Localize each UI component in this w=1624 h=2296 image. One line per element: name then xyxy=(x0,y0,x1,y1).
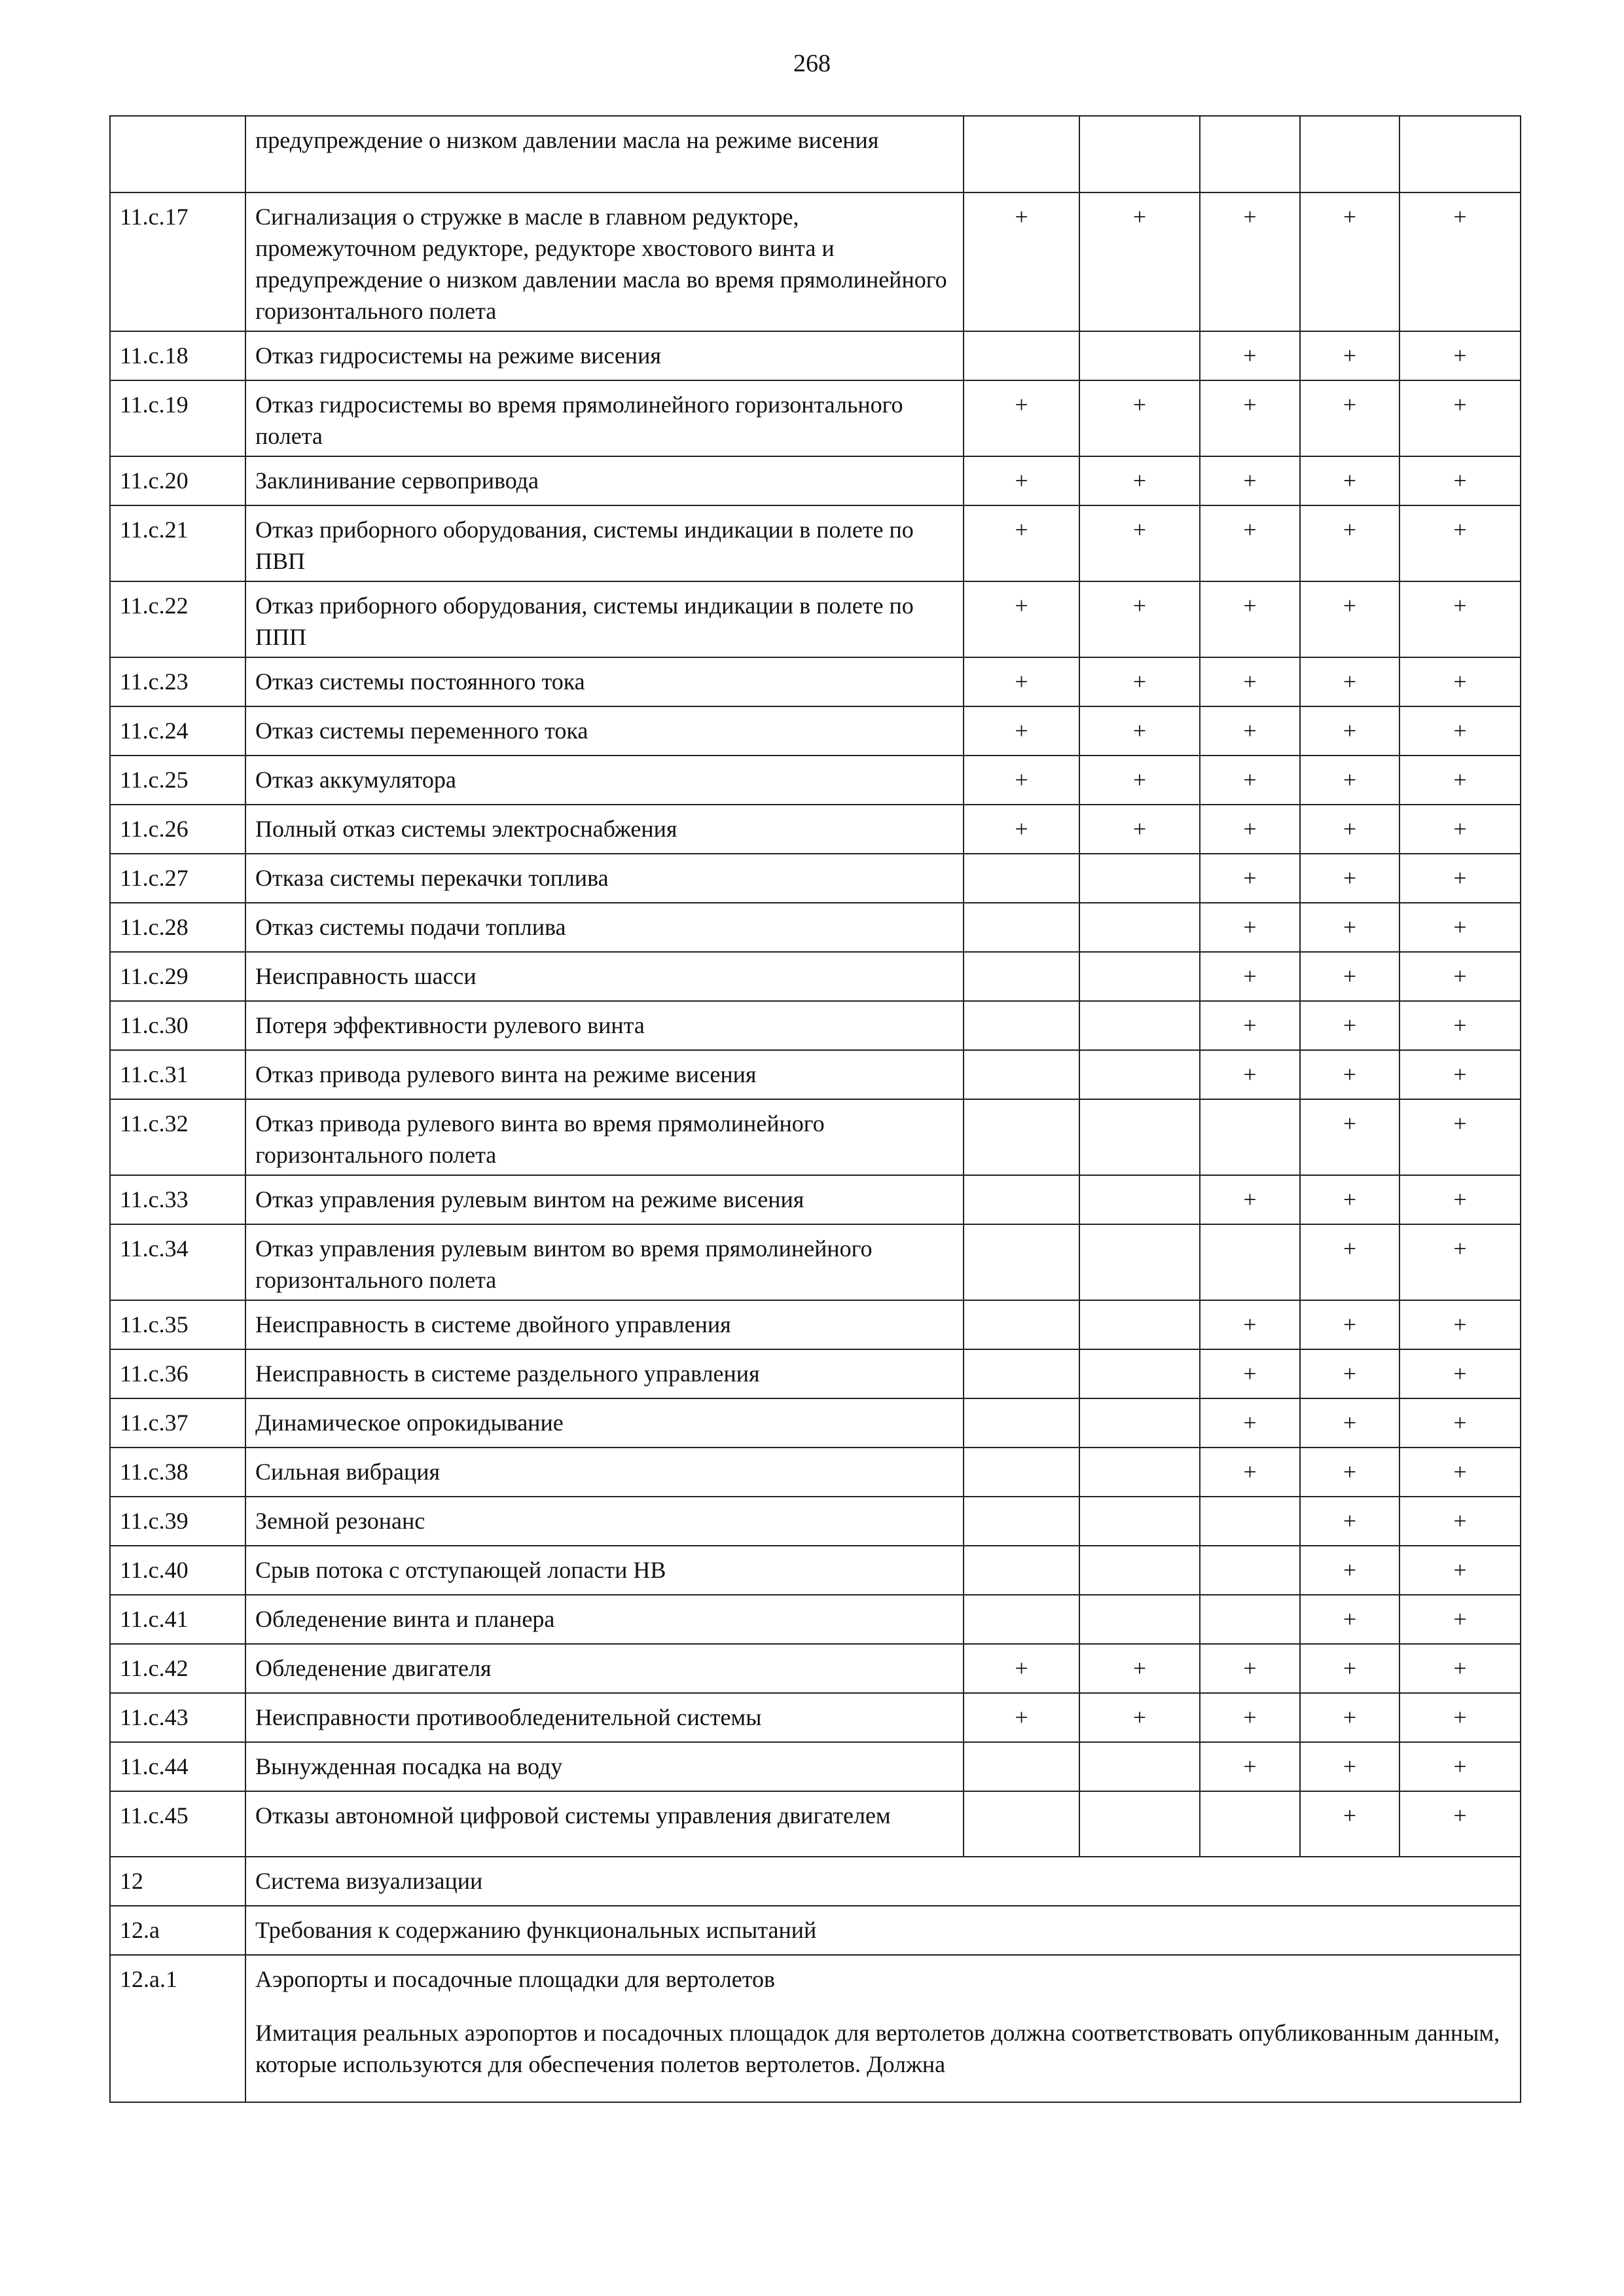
row-description: Отказ гидросистемы во время прямолинейного горизонтального полета xyxy=(245,380,964,456)
row-code: 11.c.21 xyxy=(110,505,245,581)
row-mark-col-1 xyxy=(964,1300,1079,1349)
row-mark-col-2: + xyxy=(1079,380,1200,456)
table-row xyxy=(110,903,1521,952)
row-description: Отказ системы подачи топлива xyxy=(245,903,964,952)
row-mark-col-2: + xyxy=(1079,581,1200,657)
row-mark-col-1 xyxy=(964,1050,1079,1099)
row-mark-col-3 xyxy=(1200,1099,1300,1175)
row-mark-col-4: + xyxy=(1300,1546,1399,1595)
table-row xyxy=(110,1497,1521,1546)
row-mark-col-3: + xyxy=(1200,1742,1300,1791)
row-description: Отказа системы перекачки топлива xyxy=(245,854,964,903)
row-description: Неисправность в системе двойного управления xyxy=(245,1300,964,1349)
table-row xyxy=(110,952,1521,1001)
row-mark-col-5: + xyxy=(1399,456,1521,505)
row-mark-col-1 xyxy=(964,1791,1079,1857)
row-code: 11.c.33 xyxy=(110,1175,245,1224)
row-mark-col-3: + xyxy=(1200,1001,1300,1050)
row-description: Отказы автономной цифровой системы управления двигателем xyxy=(245,1791,964,1857)
row-mark-col-4: + xyxy=(1300,1448,1399,1497)
table-row xyxy=(110,1693,1521,1742)
row-mark-col-2 xyxy=(1079,1448,1200,1497)
row-description: Неисправность в системе раздельного управления xyxy=(245,1349,964,1398)
row-code: 11.c.18 xyxy=(110,331,245,380)
row-mark-col-3: + xyxy=(1200,756,1300,805)
row-mark-col-1 xyxy=(964,1175,1079,1224)
row-code: 11.c.26 xyxy=(110,805,245,854)
row-code: 11.c.45 xyxy=(110,1791,245,1857)
row-code: 11.c.29 xyxy=(110,952,245,1001)
table-row xyxy=(110,456,1521,505)
table-row xyxy=(110,1644,1521,1693)
row-mark-col-3: + xyxy=(1200,1175,1300,1224)
section-row xyxy=(110,1857,1521,1906)
section-code: 12.a xyxy=(110,1906,245,1955)
row-mark-col-3: + xyxy=(1200,1050,1300,1099)
row-mark-col-3 xyxy=(1200,1497,1300,1546)
last-row xyxy=(110,1955,1521,2102)
row-description: Отказ управления рулевым винтом на режиме висения xyxy=(245,1175,964,1224)
row-mark-col-1 xyxy=(964,331,1079,380)
row-mark-col-3: + xyxy=(1200,505,1300,581)
section-title: Требования к содержанию функциональных испытаний xyxy=(245,1906,1521,1955)
row-description: Земной резонанс xyxy=(245,1497,964,1546)
row-mark-col-5: + xyxy=(1399,805,1521,854)
row-mark-col-2: + xyxy=(1079,456,1200,505)
row-mark-col-5: + xyxy=(1399,1497,1521,1546)
row-description: Отказ аккумулятора xyxy=(245,756,964,805)
row-mark-col-2: + xyxy=(1079,805,1200,854)
row-mark-col-4 xyxy=(1300,116,1399,192)
row-mark-col-1 xyxy=(964,1497,1079,1546)
row-mark-col-1 xyxy=(964,1546,1079,1595)
row-mark-col-3: + xyxy=(1200,903,1300,952)
section-code: 12 xyxy=(110,1857,245,1906)
table-row xyxy=(110,657,1521,706)
row-mark-col-1 xyxy=(964,1099,1079,1175)
row-mark-col-4: + xyxy=(1300,1224,1399,1300)
row-mark-col-2 xyxy=(1079,1398,1200,1448)
row-mark-col-1: + xyxy=(964,380,1079,456)
table-row xyxy=(110,1001,1521,1050)
row-code: 11.c.44 xyxy=(110,1742,245,1791)
row-mark-col-1 xyxy=(964,1349,1079,1398)
row-description: Сигнализация о стружке в масле в главном редукторе, промежуточном редукторе, редукторе хвостового винта и предупреждение о низком давлении масла во время прямолинейного горизонтального полета xyxy=(245,192,964,331)
row-code: 11.c.40 xyxy=(110,1546,245,1595)
table-row xyxy=(110,1398,1521,1448)
row-mark-col-5: + xyxy=(1399,505,1521,581)
row-mark-col-1 xyxy=(964,1398,1079,1448)
row-mark-col-5: + xyxy=(1399,380,1521,456)
row-code: 11.c.25 xyxy=(110,756,245,805)
requirements-table xyxy=(109,115,1521,2103)
row-mark-col-4: + xyxy=(1300,331,1399,380)
row-mark-col-4: + xyxy=(1300,1693,1399,1742)
row-description: Потеря эффективности рулевого винта xyxy=(245,1001,964,1050)
row-mark-col-5: + xyxy=(1399,1791,1521,1857)
row-description: Отказ привода рулевого винта на режиме висения xyxy=(245,1050,964,1099)
row-mark-col-1 xyxy=(964,1742,1079,1791)
row-mark-col-2: + xyxy=(1079,505,1200,581)
row-mark-col-5: + xyxy=(1399,1349,1521,1398)
row-mark-col-4: + xyxy=(1300,1349,1399,1398)
last-row-code: 12.a.1 xyxy=(110,1955,245,2102)
table-row xyxy=(110,706,1521,756)
row-mark-col-4: + xyxy=(1300,1595,1399,1644)
row-mark-col-5: + xyxy=(1399,854,1521,903)
row-code: 11.c.24 xyxy=(110,706,245,756)
row-mark-col-3 xyxy=(1200,1791,1300,1857)
row-mark-col-2 xyxy=(1079,903,1200,952)
last-row-body: Имитация реальных аэропортов и посадочных площадок для вертолетов должна соответствовать опубликованным данным, которые используются для обеспечения полетов вертолетов. Должна xyxy=(255,2020,1500,2077)
row-mark-col-3: + xyxy=(1200,456,1300,505)
row-mark-col-4: + xyxy=(1300,380,1399,456)
row-mark-col-2 xyxy=(1079,1001,1200,1050)
table-row xyxy=(110,1300,1521,1349)
row-description: предупреждение о низком давлении масла на режиме висения xyxy=(245,116,964,192)
row-code: 11.c.41 xyxy=(110,1595,245,1644)
row-mark-col-1 xyxy=(964,1448,1079,1497)
row-mark-col-4: + xyxy=(1300,1791,1399,1857)
page-number: 268 xyxy=(793,50,831,77)
table-row xyxy=(110,1050,1521,1099)
row-code: 11.c.20 xyxy=(110,456,245,505)
row-mark-col-1: + xyxy=(964,805,1079,854)
row-description: Неисправность шасси xyxy=(245,952,964,1001)
row-description: Обледенение винта и планера xyxy=(245,1595,964,1644)
table-row xyxy=(110,505,1521,581)
row-mark-col-3: + xyxy=(1200,1349,1300,1398)
row-mark-col-2 xyxy=(1079,116,1200,192)
row-code: 11.c.28 xyxy=(110,903,245,952)
row-mark-col-4: + xyxy=(1300,1175,1399,1224)
table-row xyxy=(110,1742,1521,1791)
row-mark-col-1 xyxy=(964,116,1079,192)
row-mark-col-1: + xyxy=(964,1644,1079,1693)
row-mark-col-3: + xyxy=(1200,192,1300,331)
row-code: 11.c.22 xyxy=(110,581,245,657)
row-mark-col-5 xyxy=(1399,116,1521,192)
row-mark-col-2 xyxy=(1079,1497,1200,1546)
row-mark-col-5: + xyxy=(1399,1595,1521,1644)
row-mark-col-2: + xyxy=(1079,1644,1200,1693)
row-mark-col-1: + xyxy=(964,1693,1079,1742)
table-row xyxy=(110,192,1521,331)
row-description: Отказ приборного оборудования, системы индикации в полете по ПВП xyxy=(245,505,964,581)
row-mark-col-2 xyxy=(1079,1349,1200,1398)
row-mark-col-5: + xyxy=(1399,1742,1521,1791)
row-description: Обледенение двигателя xyxy=(245,1644,964,1693)
row-mark-col-2 xyxy=(1079,1099,1200,1175)
row-mark-col-2: + xyxy=(1079,657,1200,706)
table-row xyxy=(110,380,1521,456)
row-mark-col-5: + xyxy=(1399,952,1521,1001)
row-code: 11.c.36 xyxy=(110,1349,245,1398)
row-mark-col-1 xyxy=(964,952,1079,1001)
row-mark-col-1 xyxy=(964,854,1079,903)
row-mark-col-2 xyxy=(1079,1300,1200,1349)
row-mark-col-3 xyxy=(1200,1224,1300,1300)
row-code: 11.c.35 xyxy=(110,1300,245,1349)
row-description: Отказ управления рулевым винтом во время прямолинейного горизонтального полета xyxy=(245,1224,964,1300)
row-description: Срыв потока с отступающей лопасти НВ xyxy=(245,1546,964,1595)
row-mark-col-3: + xyxy=(1200,854,1300,903)
row-mark-col-2 xyxy=(1079,854,1200,903)
row-mark-col-5: + xyxy=(1399,657,1521,706)
row-description: Отказ гидросистемы на режиме висения xyxy=(245,331,964,380)
row-mark-col-3: + xyxy=(1200,1644,1300,1693)
row-mark-col-5: + xyxy=(1399,331,1521,380)
row-code: 11.c.27 xyxy=(110,854,245,903)
row-code: 11.c.23 xyxy=(110,657,245,706)
row-mark-col-4: + xyxy=(1300,505,1399,581)
table-row xyxy=(110,1448,1521,1497)
row-mark-col-5: + xyxy=(1399,1050,1521,1099)
row-code xyxy=(110,116,245,192)
row-mark-col-1: + xyxy=(964,505,1079,581)
row-mark-col-1 xyxy=(964,1224,1079,1300)
row-mark-col-1: + xyxy=(964,456,1079,505)
row-mark-col-1: + xyxy=(964,756,1079,805)
row-mark-col-4: + xyxy=(1300,456,1399,505)
row-mark-col-3: + xyxy=(1200,331,1300,380)
row-code: 11.c.39 xyxy=(110,1497,245,1546)
last-row-content xyxy=(245,1955,1521,2102)
section-row xyxy=(110,1906,1521,1955)
table-row xyxy=(110,331,1521,380)
row-mark-col-3: + xyxy=(1200,1693,1300,1742)
row-mark-col-3: + xyxy=(1200,952,1300,1001)
row-mark-col-4: + xyxy=(1300,903,1399,952)
table-row xyxy=(110,1099,1521,1175)
row-mark-col-1: + xyxy=(964,192,1079,331)
row-mark-col-1 xyxy=(964,903,1079,952)
row-mark-col-2: + xyxy=(1079,1693,1200,1742)
table-row xyxy=(110,1546,1521,1595)
row-mark-col-5: + xyxy=(1399,1546,1521,1595)
row-mark-col-4: + xyxy=(1300,1001,1399,1050)
row-mark-col-3 xyxy=(1200,1595,1300,1644)
row-mark-col-5: + xyxy=(1399,581,1521,657)
table-row xyxy=(110,1595,1521,1644)
row-mark-col-3: + xyxy=(1200,380,1300,456)
table-row xyxy=(110,854,1521,903)
row-mark-col-4: + xyxy=(1300,657,1399,706)
row-mark-col-5: + xyxy=(1399,1175,1521,1224)
row-description: Сильная вибрация xyxy=(245,1448,964,1497)
row-mark-col-2: + xyxy=(1079,756,1200,805)
row-mark-col-4: + xyxy=(1300,756,1399,805)
row-mark-col-1 xyxy=(964,1001,1079,1050)
row-mark-col-3 xyxy=(1200,116,1300,192)
table-row xyxy=(110,756,1521,805)
row-code: 11.c.38 xyxy=(110,1448,245,1497)
row-description: Отказ привода рулевого винта во время прямолинейного горизонтального полета xyxy=(245,1099,964,1175)
row-mark-col-5: + xyxy=(1399,1644,1521,1693)
row-mark-col-3: + xyxy=(1200,706,1300,756)
table-body xyxy=(110,116,1521,2102)
row-description: Отказ приборного оборудования, системы индикации в полете по ППП xyxy=(245,581,964,657)
row-mark-col-5: + xyxy=(1399,1001,1521,1050)
row-mark-col-3: + xyxy=(1200,657,1300,706)
row-mark-col-1: + xyxy=(964,581,1079,657)
row-mark-col-5: + xyxy=(1399,1693,1521,1742)
row-mark-col-1 xyxy=(964,1595,1079,1644)
row-code: 11.c.43 xyxy=(110,1693,245,1742)
row-code: 11.c.42 xyxy=(110,1644,245,1693)
table-row xyxy=(110,1791,1521,1857)
row-description: Полный отказ системы электроснабжения xyxy=(245,805,964,854)
row-mark-col-2 xyxy=(1079,1050,1200,1099)
row-mark-col-4: + xyxy=(1300,1497,1399,1546)
row-code: 11.c.19 xyxy=(110,380,245,456)
row-mark-col-4: + xyxy=(1300,1099,1399,1175)
row-mark-col-5: + xyxy=(1399,1099,1521,1175)
table-row xyxy=(110,1224,1521,1300)
row-mark-col-1: + xyxy=(964,657,1079,706)
row-description: Отказ системы переменного тока xyxy=(245,706,964,756)
row-mark-col-3: + xyxy=(1200,805,1300,854)
row-mark-col-2 xyxy=(1079,1742,1200,1791)
row-code: 11.c.34 xyxy=(110,1224,245,1300)
row-mark-col-4: + xyxy=(1300,581,1399,657)
row-mark-col-2 xyxy=(1079,952,1200,1001)
row-mark-col-5: + xyxy=(1399,1448,1521,1497)
last-row-heading: Аэропорты и посадочные площадки для вертолетов xyxy=(255,1966,776,1992)
row-mark-col-5: + xyxy=(1399,1224,1521,1300)
row-mark-col-5: + xyxy=(1399,756,1521,805)
row-mark-col-2: + xyxy=(1079,706,1200,756)
section-title: Система визуализации xyxy=(245,1857,1521,1906)
row-mark-col-5: + xyxy=(1399,1300,1521,1349)
row-mark-col-3: + xyxy=(1200,1448,1300,1497)
row-description: Вынужденная посадка на воду xyxy=(245,1742,964,1791)
table-row xyxy=(110,116,1521,192)
row-mark-col-4: + xyxy=(1300,805,1399,854)
row-description: Динамическое опрокидывание xyxy=(245,1398,964,1448)
row-mark-col-4: + xyxy=(1300,1644,1399,1693)
row-mark-col-4: + xyxy=(1300,192,1399,331)
row-mark-col-3 xyxy=(1200,1546,1300,1595)
row-mark-col-3: + xyxy=(1200,1300,1300,1349)
row-code: 11.c.17 xyxy=(110,192,245,331)
row-mark-col-4: + xyxy=(1300,1398,1399,1448)
row-description: Неисправности противообледенительной системы xyxy=(245,1693,964,1742)
row-mark-col-2 xyxy=(1079,1175,1200,1224)
table-row xyxy=(110,1175,1521,1224)
row-mark-col-3: + xyxy=(1200,581,1300,657)
row-code: 11.c.32 xyxy=(110,1099,245,1175)
row-mark-col-4: + xyxy=(1300,1742,1399,1791)
table-row xyxy=(110,805,1521,854)
row-mark-col-2: + xyxy=(1079,192,1200,331)
row-mark-col-4: + xyxy=(1300,1300,1399,1349)
row-mark-col-2 xyxy=(1079,1546,1200,1595)
row-description: Заклинивание сервопривода xyxy=(245,456,964,505)
row-mark-col-2 xyxy=(1079,1224,1200,1300)
row-mark-col-5: + xyxy=(1399,192,1521,331)
row-mark-col-4: + xyxy=(1300,706,1399,756)
row-mark-col-4: + xyxy=(1300,854,1399,903)
table-row xyxy=(110,1349,1521,1398)
row-mark-col-5: + xyxy=(1399,1398,1521,1448)
row-code: 11.c.31 xyxy=(110,1050,245,1099)
row-mark-col-5: + xyxy=(1399,706,1521,756)
row-mark-col-3: + xyxy=(1200,1398,1300,1448)
table-row xyxy=(110,581,1521,657)
row-mark-col-2 xyxy=(1079,331,1200,380)
row-mark-col-4: + xyxy=(1300,952,1399,1001)
row-mark-col-2 xyxy=(1079,1791,1200,1857)
row-code: 11.c.30 xyxy=(110,1001,245,1050)
row-mark-col-2 xyxy=(1079,1595,1200,1644)
row-description: Отказ системы постоянного тока xyxy=(245,657,964,706)
row-mark-col-1: + xyxy=(964,706,1079,756)
row-mark-col-5: + xyxy=(1399,903,1521,952)
row-mark-col-4: + xyxy=(1300,1050,1399,1099)
row-code: 11.c.37 xyxy=(110,1398,245,1448)
